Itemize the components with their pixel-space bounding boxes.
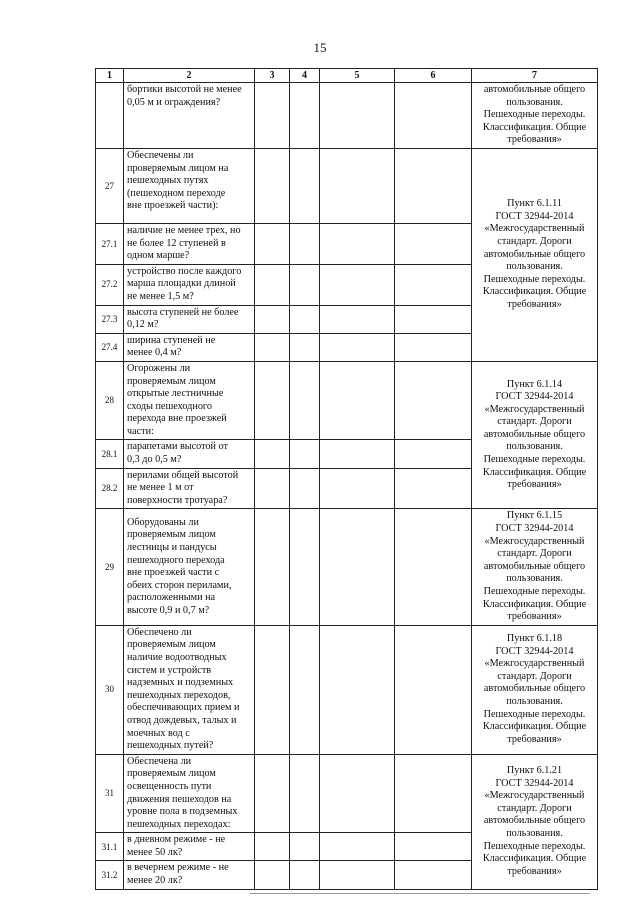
item-question: наличие не менее трех, но не более 12 ступеней в одном марше?	[124, 223, 255, 264]
answer-cell[interactable]	[290, 754, 320, 833]
answer-cell[interactable]	[255, 833, 290, 861]
answer-cell[interactable]	[320, 83, 395, 149]
answer-cell[interactable]	[290, 468, 320, 509]
item-number: 27.4	[96, 333, 124, 361]
answer-cell[interactable]	[320, 509, 395, 625]
checklist-table	[95, 68, 598, 890]
item-number: 31.2	[96, 861, 124, 889]
table-row	[96, 509, 598, 625]
answer-cell[interactable]	[255, 305, 290, 333]
answer-cell[interactable]	[395, 361, 472, 440]
item-number: 27.1	[96, 223, 124, 264]
answer-cell[interactable]	[255, 83, 290, 149]
table-row	[96, 83, 598, 149]
item-number: 30	[96, 625, 124, 754]
answer-cell[interactable]	[320, 440, 395, 468]
item-question: в вечернем режиме - не менее 20 лк?	[124, 861, 255, 889]
column-header: 2	[124, 69, 255, 83]
item-question: Обеспечена ли проверяемым лицом освещенность пути движения пешеходов на уровне пола в подземных пешеходных переходах:	[124, 754, 255, 833]
answer-cell[interactable]	[395, 148, 472, 223]
answer-cell[interactable]	[395, 468, 472, 509]
answer-cell[interactable]	[320, 305, 395, 333]
answer-cell[interactable]	[395, 305, 472, 333]
answer-cell[interactable]	[290, 509, 320, 625]
answer-cell[interactable]	[290, 833, 320, 861]
answer-cell[interactable]	[290, 861, 320, 889]
answer-cell[interactable]	[320, 223, 395, 264]
answer-cell[interactable]	[395, 861, 472, 889]
answer-cell[interactable]	[255, 333, 290, 361]
item-number: 31	[96, 754, 124, 833]
item-question: высота ступеней не более 0,12 м?	[124, 305, 255, 333]
answer-cell[interactable]	[395, 333, 472, 361]
answer-cell[interactable]	[395, 754, 472, 833]
item-number: 29	[96, 509, 124, 625]
answer-cell[interactable]	[320, 754, 395, 833]
regulation-reference: Пункт 6.1.18 ГОСТ 32944-2014 «Межгосударственный стандарт. Дороги автомобильные общего пользования. Пешеходные переходы. Классификация. Общие требования»	[472, 625, 598, 754]
answer-cell[interactable]	[290, 440, 320, 468]
answer-cell[interactable]	[395, 264, 472, 305]
regulation-reference: Пункт 6.1.15 ГОСТ 32944-2014 «Межгосударственный стандарт. Дороги автомобильные общего пользования. Пешеходные переходы. Классификация. Общие требования»	[472, 509, 598, 625]
answer-cell[interactable]	[395, 509, 472, 625]
column-header: 5	[320, 69, 395, 83]
table-row	[96, 148, 598, 223]
column-header: 3	[255, 69, 290, 83]
answer-cell[interactable]	[255, 440, 290, 468]
item-question: Огорожены ли проверяемым лицом открытые лестничные сходы пешеходного перехода вне проезжей части:	[124, 361, 255, 440]
answer-cell[interactable]	[395, 83, 472, 149]
item-question: перилами общей высотой не менее 1 м от поверхности тротуара?	[124, 468, 255, 509]
answer-cell[interactable]	[320, 264, 395, 305]
answer-cell[interactable]	[395, 625, 472, 754]
column-header: 1	[96, 69, 124, 83]
item-question: устройство после каждого марша площадки длиной не менее 1,5 м?	[124, 264, 255, 305]
column-header: 4	[290, 69, 320, 83]
item-number: 27.2	[96, 264, 124, 305]
answer-cell[interactable]	[290, 361, 320, 440]
item-question: бортики высотой не менее 0,05 м и ограждения?	[124, 83, 255, 149]
answer-cell[interactable]	[320, 833, 395, 861]
answer-cell[interactable]	[320, 361, 395, 440]
regulation-reference: Пункт 6.1.14 ГОСТ 32944-2014 «Межгосударственный стандарт. Дороги автомобильные общего пользования. Пешеходные переходы. Классификация. Общие требования»	[472, 361, 598, 509]
answer-cell[interactable]	[255, 223, 290, 264]
answer-cell[interactable]	[255, 509, 290, 625]
answer-cell[interactable]	[395, 223, 472, 264]
page-number: 15	[313, 40, 327, 55]
answer-cell[interactable]	[290, 83, 320, 149]
answer-cell[interactable]	[255, 361, 290, 440]
answer-cell[interactable]	[320, 333, 395, 361]
answer-cell[interactable]	[255, 468, 290, 509]
answer-cell[interactable]	[290, 333, 320, 361]
table-row	[96, 754, 598, 833]
answer-cell[interactable]	[290, 625, 320, 754]
answer-cell[interactable]	[320, 861, 395, 889]
item-question: ширина ступеней не менее 0,4 м?	[124, 333, 255, 361]
column-header: 6	[395, 69, 472, 83]
item-number: 27.3	[96, 305, 124, 333]
answer-cell[interactable]	[290, 305, 320, 333]
item-number	[96, 83, 124, 149]
table-row	[96, 361, 598, 440]
answer-cell[interactable]	[255, 625, 290, 754]
item-question: Оборудованы ли проверяемым лицом лестницы и пандусы пешеходного перехода вне проезжей части с обеих сторон перилами, расположенными на высоте 0,9 и 0,7 м?	[124, 509, 255, 625]
answer-cell[interactable]	[395, 440, 472, 468]
regulation-reference: автомобильные общего пользования. Пешеходные переходы. Классификация. Общие требования»	[472, 83, 598, 149]
item-question: в дневном режиме - не менее 50 лк?	[124, 833, 255, 861]
answer-cell[interactable]	[290, 264, 320, 305]
answer-cell[interactable]	[255, 861, 290, 889]
item-number: 27	[96, 148, 124, 223]
answer-cell[interactable]	[320, 148, 395, 223]
answer-cell[interactable]	[320, 468, 395, 509]
regulation-reference: Пункт 6.1.21 ГОСТ 32944-2014 «Межгосударственный стандарт. Дороги автомобильные общего пользования. Пешеходные переходы. Классификация. Общие требования»	[472, 754, 598, 889]
answer-cell[interactable]	[255, 754, 290, 833]
item-question: парапетами высотой от 0,3 до 0,5 м?	[124, 440, 255, 468]
item-question: Обеспечено ли проверяемым лицом наличие водоотводных систем и устройств надземных и подземных пешеходных переходов, обеспечивающих прием и отвод дождевых, талых и моечных вод с пешеходных путей?	[124, 625, 255, 754]
answer-cell[interactable]	[395, 833, 472, 861]
bottom-divider	[250, 893, 590, 894]
answer-cell[interactable]	[290, 148, 320, 223]
item-number: 28.1	[96, 440, 124, 468]
answer-cell[interactable]	[255, 264, 290, 305]
column-header: 7	[472, 69, 598, 83]
item-question: Обеспечены ли проверяемым лицом на пешеходных путях (пешеходном переходе вне проезжей части):	[124, 148, 255, 223]
item-number: 31.1	[96, 833, 124, 861]
answer-cell[interactable]	[320, 625, 395, 754]
answer-cell[interactable]	[255, 148, 290, 223]
regulation-reference: Пункт 6.1.11 ГОСТ 32944-2014 «Межгосударственный стандарт. Дороги автомобильные общего пользования. Пешеходные переходы. Классификация. Общие требования»	[472, 148, 598, 361]
answer-cell[interactable]	[290, 223, 320, 264]
item-number: 28	[96, 361, 124, 440]
item-number: 28.2	[96, 468, 124, 509]
table-row	[96, 625, 598, 754]
header-row	[96, 69, 598, 83]
